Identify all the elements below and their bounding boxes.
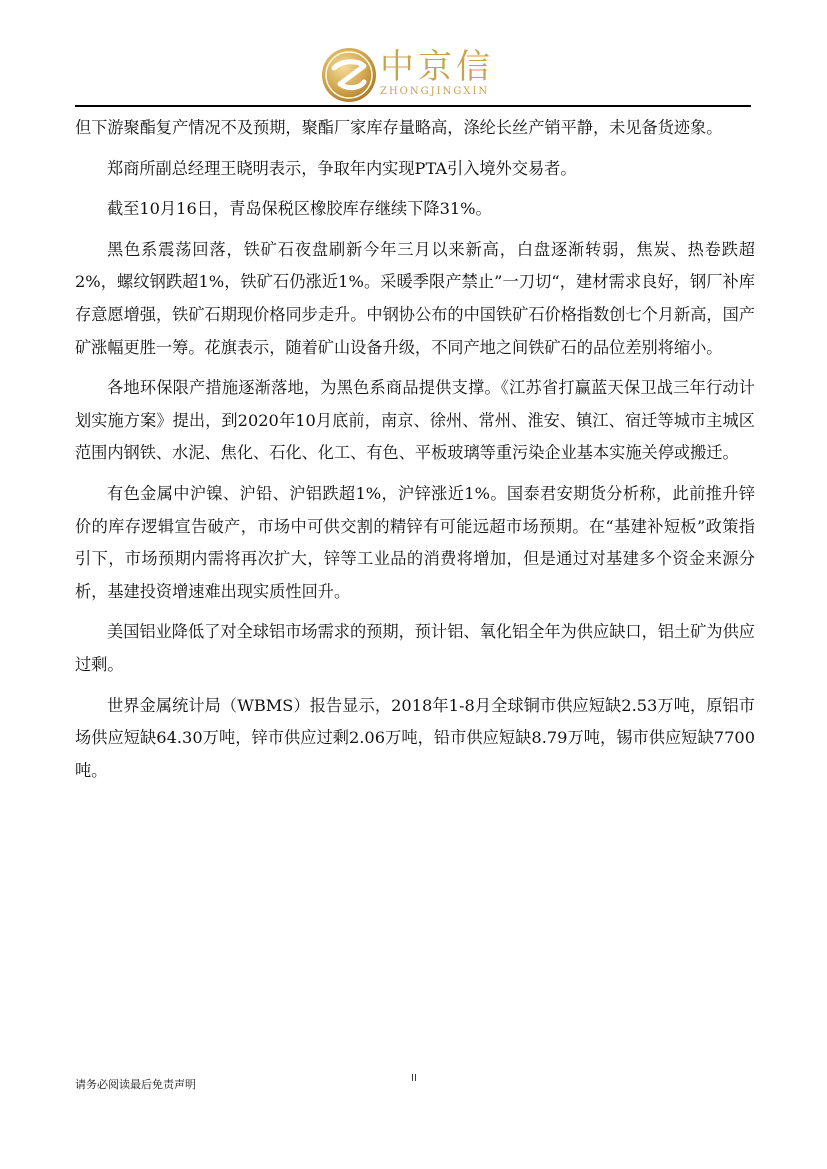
paragraph: 有色金属中沪镍、沪铅、沪铝跌超1%，沪锌涨近1%。国泰君安期货分析称，此前推升锌价的库存逻辑宣告破产，市场中可供交割的精锌有可能远超市场预期。在“基建补短板”政策指引下，市场预期内需将再次扩大，锌等工业品的消费将增加，但是通过对基建多个资金来源分析，基建投资增速难出现实质性回升。 — [75, 483, 755, 601]
page-number: II — [411, 1073, 417, 1084]
zhongjingxin-logo-icon — [320, 46, 378, 104]
paragraph: 美国铝业降低了对全球铝市场需求的预期，预计铝、氧化铝全年为供应缺口，铝土矿为供应过剩。 — [75, 622, 755, 674]
paragraph: 世界金属统计局（WBMS）报告显示，2018年1-8月全球铜市供应短缺2.53万吨，原铝市场供应短缺64.30万吨，锌市供应过剩2.06万吨，铅市供应短缺8.79万吨，锡市供应短缺7700吨。 — [75, 695, 755, 780]
paragraph: 但下游聚酯复产情况不及预期，聚酯厂家库存量略高，涤纶长丝产销平静，未见备货迹象。 — [75, 118, 723, 137]
footer-disclaimer: 请务必阅读最后免责声明 — [75, 1078, 196, 1091]
page-header — [0, 0, 827, 108]
brand-name-english: ZHONGJINGXIN — [380, 86, 490, 97]
document-body — [75, 112, 755, 795]
paragraph: 各地环保限产措施逐渐落地，为黑色系商品提供支撑。《江苏省打赢蓝天保卫战三年行动计划实施方案》提出，到2020年10月底前，南京、徐州、常州、淮安、镇江、宿迁等城市主城区范围内钢铁、水泥、焦化、石化、化工、有色、平板玻璃等重污染企业基本实施关停或搬迁。 — [75, 378, 755, 463]
brand-name-chinese: 中京信 — [380, 47, 494, 87]
paragraph: 截至10月16日，青岛保税区橡胶库存继续下降31%。 — [107, 199, 492, 219]
paragraph: 黑色系震荡回落，铁矿石夜盘刷新今年三月以来新高，白盘逐渐转弱，焦炭、热卷跌超2%，螺纹钢跌超1%，铁矿石仍涨近1%。采暖季限产禁止”一刀切“，建材需求良好，钢厂补库存意愿增强，铁矿石期现价格同步走升。中钢协公布的中国铁矿石价格指数创七个月新高，国产矿涨幅更胜一筹。花旗表示，随着矿山设备升级，不同产地之间铁矿石的品位差别将缩小。 — [75, 239, 755, 357]
paragraph: 郑商所副总经理王晓明表示，争取年内实现PTA引入境外交易者。 — [107, 158, 577, 178]
header-divider — [75, 105, 751, 107]
